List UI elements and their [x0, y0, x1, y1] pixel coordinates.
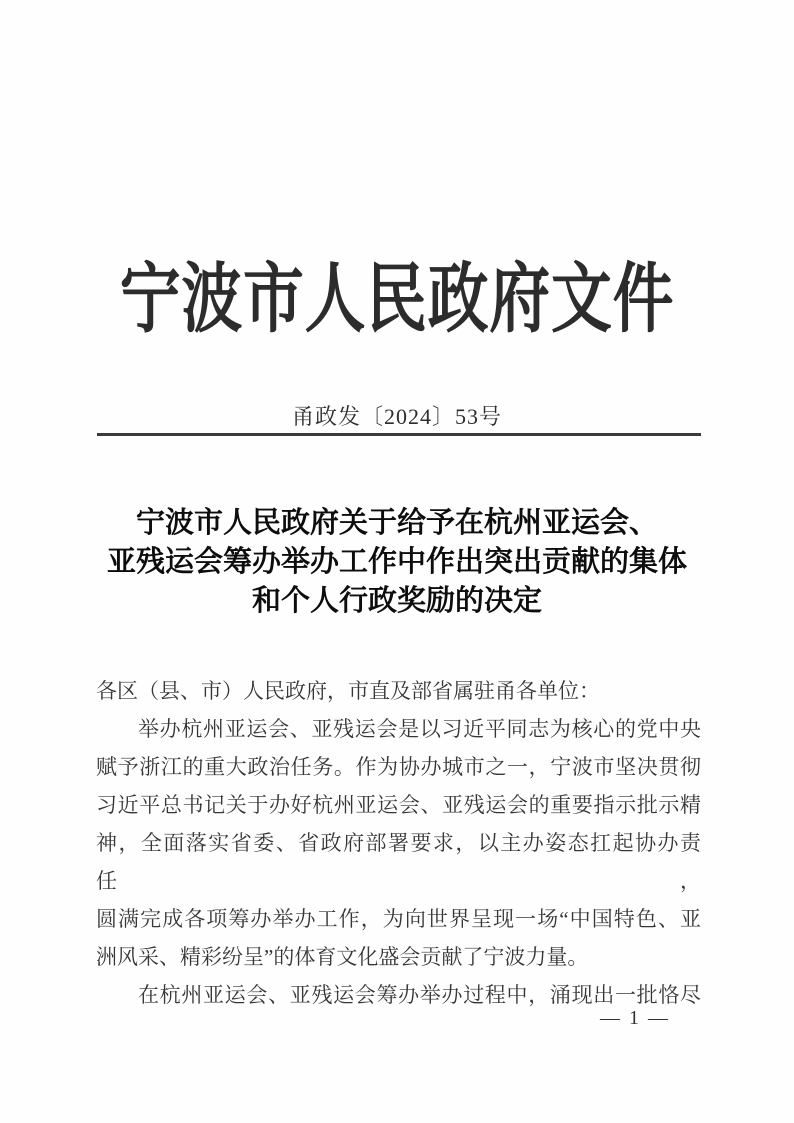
body-text-line: 圆满完成各项筹办举办工作，为向世界呈现一场“中国特色、亚 [96, 907, 701, 931]
body-text-line: 神，全面落实省委、省政府部署要求，以主办姿态扛起协办责任， [96, 831, 701, 893]
document-number: 甬政发〔2024〕53号 [291, 404, 502, 429]
page-number: — 1 — [600, 1007, 670, 1029]
body-text-line: 举办杭州亚运会、亚残运会是以习近平同志为核心的党中央 [138, 717, 701, 741]
government-letterhead-title: 宁波市人民政府文件 [119, 258, 675, 342]
title-line: 和个人行政奖励的决定 [251, 585, 542, 617]
title-line: 宁波市人民政府关于给予在杭州亚运会、 [135, 507, 658, 539]
letterhead-divider-rule [97, 433, 701, 436]
body-text-line: 习近平总书记关于办好杭州亚运会、亚残运会的重要指示批示精 [96, 793, 701, 817]
body-text-line: 洲风采、精彩纷呈”的体育文化盛会贡献了宁波力量。 [96, 945, 589, 969]
body-text-line: 各区（县、市）人民政府，市直及部省属驻甬各单位： [96, 679, 600, 703]
document-title [60, 504, 734, 621]
document-body [96, 672, 701, 1014]
title-line: 亚残运会筹办举办工作中作出突出贡献的集体 [106, 546, 687, 578]
body-text-line: 赋予浙江的重大政治任务。作为协办城市之一，宁波市坚决贯彻 [96, 755, 701, 779]
body-text-line: 在杭州亚运会、亚残运会筹办举办过程中，涌现出一批恪尽 [138, 983, 701, 1007]
